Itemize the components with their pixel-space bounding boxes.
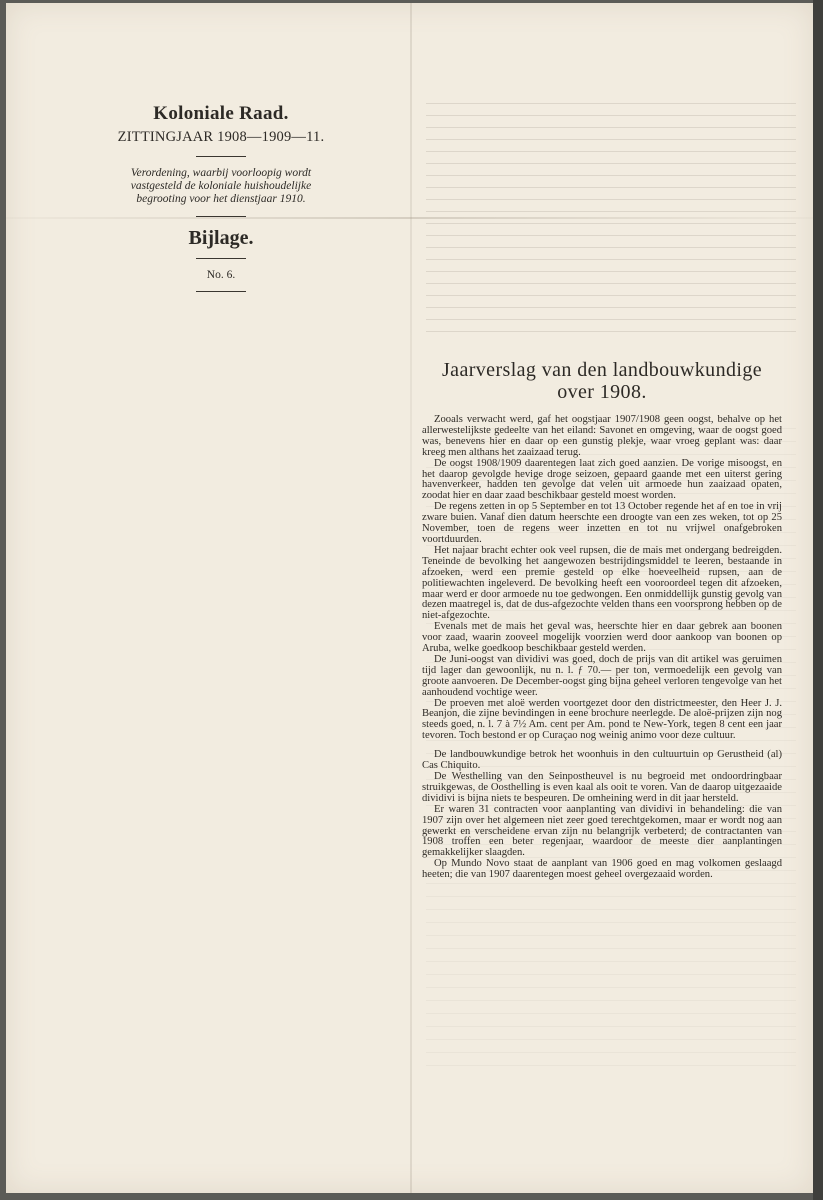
report-title-line2: over 1908.: [557, 381, 647, 403]
paragraph: De landbouwkundige betrok het woonhuis in den cultuurtuin op Gerustheid (al) Cas Chiquito.: [422, 749, 782, 772]
paragraph: Er waren 31 contracten voor aanplanting van dividivi in behandeling: die van 1907 zijn over het algemeen niet zeer goed terechtgekomen, maar er wordt nog aan gewerkt en verscheidene ervan zijn nu belangrijk verbeterd; de contractanten van 1908 troffen een beter regenjaar, waardoor de meeste dier aanplantingen gemakkelijker slaagden.: [422, 803, 782, 859]
paragraph: De Westhelling van den Seinpostheuvel is nu begroeid met ondoordringbaar struikgewas, de Oosthelling is even kaal als ooit te voren. Van de daarop uitgezaaide dividivi is bijna niets te bespeuren. De omheining werd in dit jaar hersteld.: [422, 771, 782, 804]
report-body: [422, 415, 782, 881]
divider: [196, 258, 246, 259]
paragraph: De oogst 1908/1909 daarentegen laat zich goed aanzien. De vorige misoogst, en het daarop gevolgde hevige droge seizoen, gepaard gaande met een uiterst gering havenverkeer, hadden ten gevolge dat velen uit armoede hun zaaizaad opaten, zoodat hier en daar zaad beschikbaar gesteld moest worden.: [422, 457, 782, 502]
appendix-number: No. 6.: [206, 269, 236, 281]
scan-edge: [813, 0, 823, 1200]
report-title-line1: Jaarverslag van den landbouwkundige: [441, 359, 762, 381]
paragraph: De proeven met aloë werden voortgezet door den districtmeester, den Heer J. J. Beanjon, die zijne bevindingen in eene brochure neerlegde. De aloë-prijzen zijn nog steeds goed, n. l. 7 à 7½ Am. cent per Am. pond te New-York, tegen 8 cent een jaar tevoren. Toch bestond er op Curaçao nog weinig animo voor deze cultuur.: [422, 697, 782, 742]
divider: [196, 156, 246, 157]
paragraph: De Juni-oogst van dividivi was goed, doch de prijs van dit artikel was geruimen tijd lager dan gewoonlijk, nu n. l. ƒ 70.— per ton, vermoedelijk een gevolg van groote aanvoeren. De December-oogst ging bijna geheel verloren tengevolge van het aanhoudend vochtige weer.: [422, 653, 782, 698]
annual-report: [422, 359, 782, 881]
ordinance-subtitle: Verordening, waarbij voorloopig wordt vastgesteld de koloniale huishoudelijke begrooting voor het dienstjaar 1910.: [130, 167, 312, 205]
appendix-label: Bijlage.: [188, 227, 254, 249]
paragraph: Evenals met de mais het geval was, heerschte hier en daar gebrek aan boonen voor zaad, waarin zooveel mogelijk voorzien werd door aankoop van boonen op Aruba, welke goedkoop beschikbaar gesteld werden.: [422, 621, 782, 655]
paragraph: Op Mundo Novo staat de aanplant van 1906 goed en mag volkomen geslaagd heeten; die van 1907 daarentegen moest geheel overgezaaid worden.: [422, 858, 782, 881]
fold-crease-vertical: [410, 3, 412, 1193]
session-year: ZITTINGJAAR 1908—1909—11.: [117, 129, 325, 145]
document-page: [6, 3, 813, 1193]
report-title: [422, 359, 782, 403]
bleed-through-text: [426, 103, 796, 343]
divider: [196, 291, 246, 292]
paragraph: Het najaar bracht echter ook veel rupsen, die de mais met ondergang bedreigden. Teneinde de bevolking het aangewozen bestrijdingsmiddel te leeren, bestaande in afzoeken, werd een premie gesteld op elke hoeveelheid rupsen, aan de politiewachten ingeleverd. De bevolking heeft een vooroordeel tegen dit afzoeken, maar werd er door armoede nu toe gedwongen. Een onmiddellijk gunstig gevolg van dezen maatregel is, dat de dus-afgezochte velden thans een voorsprong hebben op de niet-afgezochte.: [422, 544, 782, 622]
council-title: Koloniale Raad.: [153, 103, 289, 124]
paragraph: Zooals verwacht werd, gaf het oogstjaar 1907/1908 geen oogst, behalve op het allerwestelijkste gedeelte van het eiland: Savonet en omgeving, waar de oogst goed was, benevens hier en daar op een gunstig plekje, waar vroeg geplant was: daar kreeg men althans het zaaizaad terug.: [422, 414, 782, 458]
divider: [196, 216, 246, 217]
document-header: [106, 103, 336, 302]
paragraph: De regens zetten in op 5 September en tot 13 October regende het af en toe in vrij zware buien. Vanaf dien datum heerschte een droogte van een zes weken, tot op 25 November, toen de regens weer inzetten en tot nu vrijwel onafgebroken voortduurden.: [422, 501, 782, 545]
